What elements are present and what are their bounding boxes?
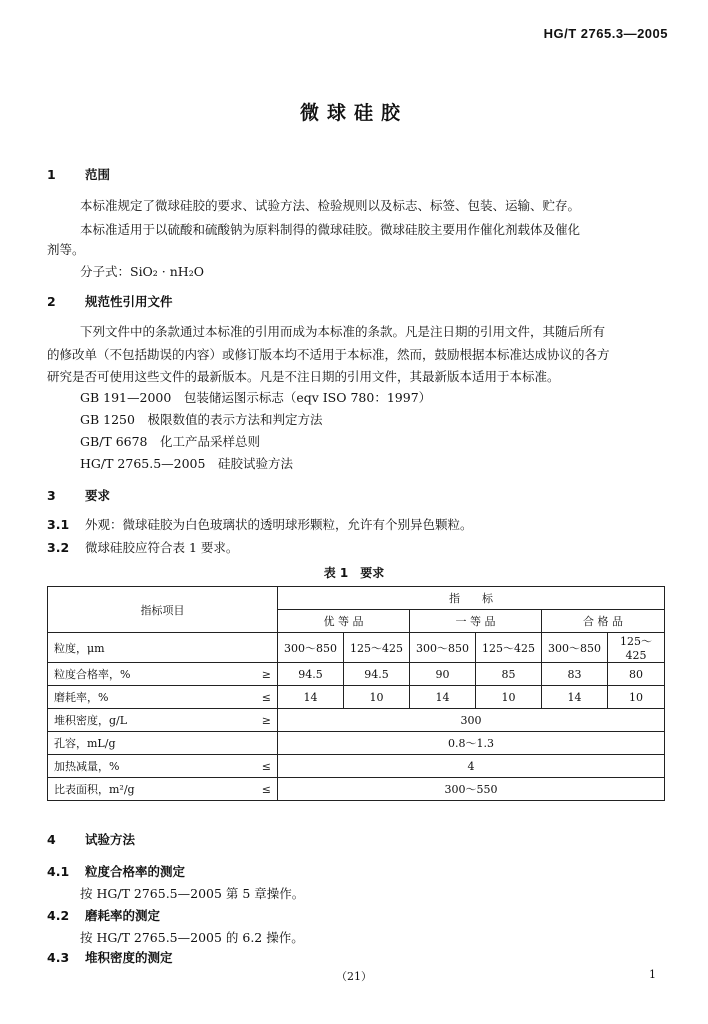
row-label: 磨耗率，% xyxy=(48,686,234,709)
section-number: 4 xyxy=(47,832,56,847)
row-label: 堆积密度，g/L xyxy=(48,709,234,732)
row-label: 粒度合格率，% xyxy=(48,663,234,686)
cell: 300～850 xyxy=(278,633,344,663)
cell: 94.5 xyxy=(278,663,344,686)
section-number: 3 xyxy=(47,488,56,503)
row-symbol: ≤ xyxy=(234,778,278,801)
cell-merged: 4 xyxy=(278,755,665,778)
row-symbol: ≤ xyxy=(234,686,278,709)
grade-qualified: 合 格 品 xyxy=(542,610,665,633)
cell-merged: 300 xyxy=(278,709,665,732)
page-sequence: （21） xyxy=(336,970,372,983)
cell: 10 xyxy=(476,686,542,709)
row-label: 孔容，mL/g xyxy=(48,732,234,755)
header-index: 指 标 xyxy=(278,587,665,610)
clause-text: 微球硅胶应符合表 1 要求。 xyxy=(85,540,239,555)
section-title: 规范性引用文件 xyxy=(85,294,173,309)
section-title: 范围 xyxy=(85,167,111,182)
reference-item: GB/T 6678 化工产品采样总则 xyxy=(80,434,261,449)
clause-4-1-heading xyxy=(47,862,185,880)
clause-title: 磨耗率的测定 xyxy=(85,908,161,923)
cell-merged: 0.8～1.3 xyxy=(278,732,665,755)
clause-3-1 xyxy=(47,515,473,533)
section-title: 试验方法 xyxy=(85,832,136,847)
section-title: 要求 xyxy=(85,488,111,503)
paragraph: 下列文件中的条款通过本标准的引用而成为本标准的条款。凡是注日期的引用文件，其随后所有 xyxy=(80,324,606,339)
standard-number: HG/T 2765.3—2005 xyxy=(543,26,668,41)
paragraph: 按 HG/T 2765.5—2005 第 5 章操作。 xyxy=(80,886,305,901)
row-label: 加热减量，% xyxy=(48,755,234,778)
table-row xyxy=(48,633,665,663)
cell: 14 xyxy=(410,686,476,709)
cell: 300～850 xyxy=(542,633,608,663)
section-2-heading xyxy=(47,292,173,310)
requirements-table xyxy=(47,586,665,801)
table-row xyxy=(48,709,665,732)
grade-first: 一 等 品 xyxy=(410,610,542,633)
clause-4-3-heading xyxy=(47,948,173,966)
cell: 125～425 xyxy=(344,633,410,663)
clause-4-2-heading xyxy=(47,906,160,924)
cell: 80 xyxy=(608,663,665,686)
reference-item: HG/T 2765.5—2005 硅胶试验方法 xyxy=(80,456,293,471)
row-symbol xyxy=(234,732,278,755)
section-3-heading xyxy=(47,486,110,504)
table-row xyxy=(48,778,665,801)
cell-merged: 300～550 xyxy=(278,778,665,801)
paragraph: 研究是否可使用这些文件的最新版本。凡是不注日期的引用文件，其最新版本适用于本标准。 xyxy=(47,369,560,384)
table-row xyxy=(48,686,665,709)
cell: 125～425 xyxy=(476,633,542,663)
cell: 14 xyxy=(542,686,608,709)
table-row xyxy=(48,663,665,686)
row-label: 粒度，μm xyxy=(48,633,234,663)
reference-item: GB 1250 极限数值的表示方法和判定方法 xyxy=(80,412,323,427)
section-1-heading xyxy=(47,165,110,183)
paragraph: 本标准适用于以硫酸和硫酸钠为原料制得的微球硅胶。微球硅胶主要用作催化剂载体及催化 xyxy=(80,222,581,237)
cell: 10 xyxy=(608,686,665,709)
paragraph: 按 HG/T 2765.5—2005 的 6.2 操作。 xyxy=(80,930,304,945)
clause-title: 粒度合格率的测定 xyxy=(85,864,186,879)
header-item: 指标项目 xyxy=(48,587,278,633)
paragraph: 的修改单（不包括勘误的内容）或修订版本均不适用于本标准，然而，鼓励根据本标准达成协议的各方 xyxy=(47,347,610,362)
clause-number: 4.2 xyxy=(47,908,70,923)
reference-item: GB 191—2000 包装储运图示标志（eqv ISO 780：1997） xyxy=(80,390,432,405)
document-title: 微球硅胶 xyxy=(299,102,408,124)
cell: 85 xyxy=(476,663,542,686)
table-caption: 表 1 要求 xyxy=(323,566,385,580)
table-row xyxy=(48,755,665,778)
cell: 300～850 xyxy=(410,633,476,663)
section-number: 1 xyxy=(47,167,56,182)
clause-3-2 xyxy=(47,538,238,556)
row-symbol xyxy=(234,633,278,663)
clause-number: 4.3 xyxy=(47,950,70,965)
row-label: 比表面积，m²/g xyxy=(48,778,234,801)
row-symbol: ≥ xyxy=(234,663,278,686)
formula: 分子式：SiO₂ · nH₂O xyxy=(80,264,204,279)
cell: 90 xyxy=(410,663,476,686)
row-symbol: ≥ xyxy=(234,709,278,732)
clause-number: 4.1 xyxy=(47,864,70,879)
row-symbol: ≤ xyxy=(234,755,278,778)
paragraph: 本标准规定了微球硅胶的要求、试验方法、检验规则以及标志、标签、包装、运输、贮存。 xyxy=(80,198,581,213)
clause-title: 堆积密度的测定 xyxy=(85,950,173,965)
cell: 94.5 xyxy=(344,663,410,686)
cell: 83 xyxy=(542,663,608,686)
paragraph: 剂等。 xyxy=(47,242,85,257)
clause-number: 3.2 xyxy=(47,540,70,555)
clause-number: 3.1 xyxy=(47,517,70,532)
section-4-heading xyxy=(47,830,135,848)
page-number: 1 xyxy=(649,968,656,981)
cell: 10 xyxy=(344,686,410,709)
clause-text: 外观：微球硅胶为白色玻璃状的透明球形颗粒，允许有个别异色颗粒。 xyxy=(85,517,473,532)
section-number: 2 xyxy=(47,294,56,309)
cell: 14 xyxy=(278,686,344,709)
table-row xyxy=(48,732,665,755)
cell: 125～425 xyxy=(608,633,665,663)
grade-superior: 优 等 品 xyxy=(278,610,410,633)
